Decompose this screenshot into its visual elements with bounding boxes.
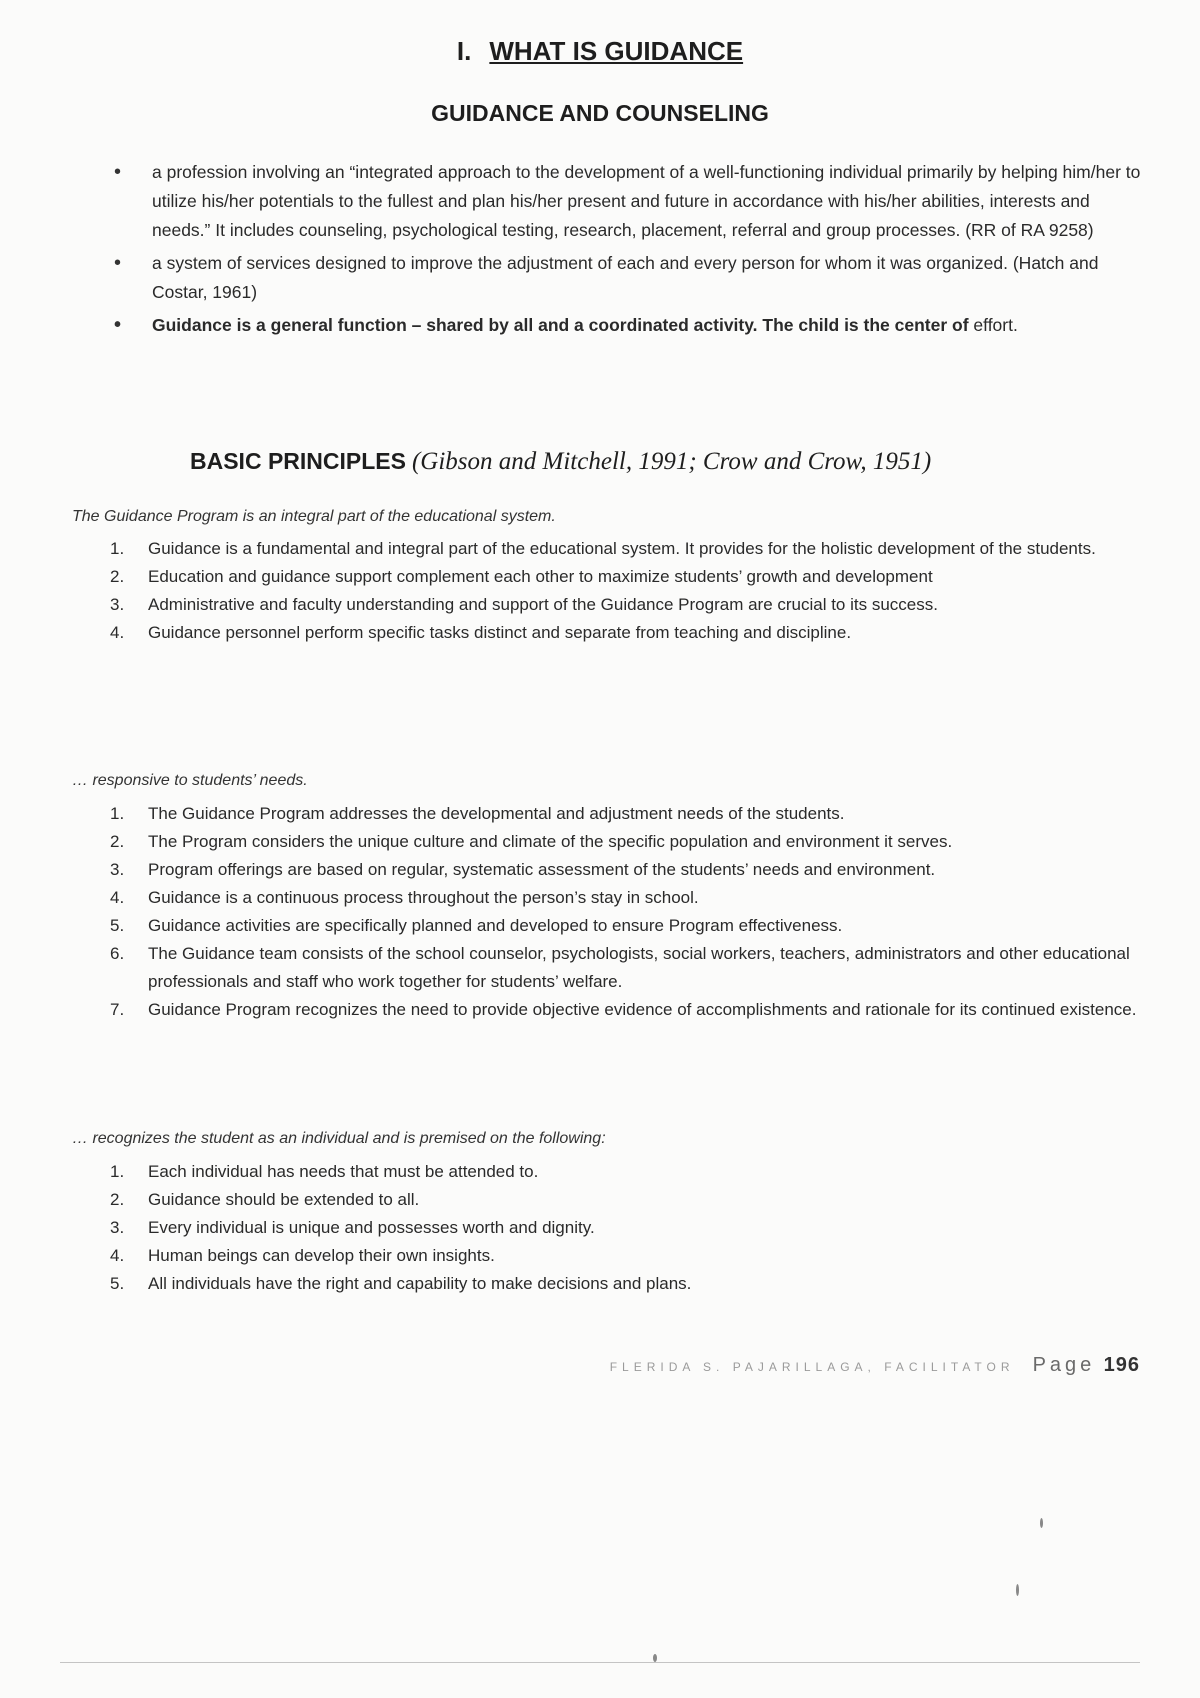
definition-text: a profession involving an “integrated approach to the development of a well-functioning individual primarily by helping him/her to utilize his/her potentials to the fullest and plan his/her present and future in accordance with his/her abilities, interests and needs.” It includes counseling, psychological testing, research, placement, referral and group processes. (RR of RA 9258) [152,162,1141,240]
list-item-text: The Guidance team consists of the school counselor, psychologists, social workers, teachers, administrators and other educational professionals and staff who work together for students’ welfare. [148,944,1130,991]
list-number: 1. [110,539,125,558]
list-number: 7. [110,1000,125,1019]
principles-citation: (Gibson and Mitchell, 1991; Crow and Crow, 1951) [411,448,932,475]
list-item-text: Guidance activities are specifically planned and developed to ensure Program effectiveness. [148,916,843,935]
group-intro: … responsive to students’ needs. [72,772,308,789]
section-heading: GUIDANCE AND COUNSELING [431,100,769,126]
list-item-text: Guidance should be extended to all. [148,1190,420,1209]
scan-speck [1040,1518,1043,1528]
list-item [110,800,1150,828]
list-item-text: Program offerings are based on regular, systematic assessment of the students’ needs and environment. [148,860,936,879]
definition-item [110,311,1150,340]
list-item [110,1158,1150,1186]
definition-list [110,158,1150,344]
definition-item [110,158,1150,245]
principles-list-3 [110,1158,1150,1298]
scan-speck [1016,1584,1019,1596]
list-item-text: Guidance is a fundamental and integral part of the educational system. It provides for the holistic development of the students. [148,539,1096,558]
list-item-text: Education and guidance support complement each other to maximize students’ growth and development [148,567,933,586]
list-item [110,535,1150,563]
list-item [110,940,1150,996]
title-number: I. [456,36,472,66]
footer-page-number: 196 [1103,1354,1140,1376]
list-number: 4. [110,623,125,642]
list-number: 1. [110,1162,125,1181]
list-item [110,1214,1150,1242]
page-footer [440,1354,1140,1377]
title-text: WHAT IS GUIDANCE [489,36,744,66]
list-item-text: Each individual has needs that must be attended to. [148,1162,539,1181]
list-number: 4. [110,888,125,907]
list-number: 3. [110,595,125,614]
list-number: 5. [110,1274,125,1293]
list-number: 1. [110,804,125,823]
list-item-text: Every individual is unique and possesses worth and dignity. [148,1218,595,1237]
footer-facilitator: FLERIDA S. PAJARILLAGA, FACILITATOR [609,1360,1015,1374]
list-item [110,1242,1150,1270]
scan-speck [653,1654,657,1662]
list-item-text: The Guidance Program addresses the developmental and adjustment needs of the students. [148,804,845,823]
list-item-text: Guidance personnel perform specific tasks distinct and separate from teaching and discipline. [148,623,852,642]
list-item-text: The Program considers the unique culture and climate of the specific population and environment it serves. [148,832,953,851]
group-intro: … recognizes the student as an individual and is premised on the following: [72,1130,606,1147]
list-number: 5. [110,916,125,935]
list-item [110,856,1150,884]
list-number: 6. [110,944,125,963]
definition-text: a system of services designed to improve the adjustment of each and every person for whom it was organized. (Hatch and Costar, 1961) [152,253,1099,302]
list-item-text: Human beings can develop their own insights. [148,1246,495,1265]
list-item [110,619,1150,647]
list-item [110,912,1150,940]
footer-page-label: Page [1032,1354,1096,1376]
list-item [110,996,1150,1024]
principles-heading [190,448,1150,476]
list-number: 3. [110,1218,125,1237]
group-intro: The Guidance Program is an integral part of the educational system. [72,508,556,525]
list-item [110,563,1150,591]
list-number: 3. [110,860,125,879]
list-number: 2. [110,832,125,851]
list-number: 2. [110,567,125,586]
list-item [110,591,1150,619]
list-item-text: All individuals have the right and capability to make decisions and plans. [148,1274,692,1293]
principles-list-2 [110,800,1150,1024]
principles-title: BASIC PRINCIPLES [190,448,406,474]
list-item [110,1186,1150,1214]
principles-list-1 [110,535,1150,647]
list-number: 2. [110,1190,125,1209]
definition-text: Guidance is a general function – shared by all and a coordinated activity. The child is the center of [152,315,969,335]
page-title [0,36,1200,67]
list-item-text: Administrative and faculty understanding and support of the Guidance Program are crucial to its success. [148,595,938,614]
list-number: 4. [110,1246,125,1265]
list-item-text: Guidance Program recognizes the need to provide objective evidence of accomplishments and rationale for its continued existence. [148,1000,1137,1019]
definition-item [110,249,1150,307]
list-item [110,828,1150,856]
list-item [110,884,1150,912]
bottom-rule [60,1662,1140,1663]
definition-text-end: effort. [968,315,1018,335]
list-item [110,1270,1150,1298]
list-item-text: Guidance is a continuous process throughout the person’s stay in school. [148,888,699,907]
